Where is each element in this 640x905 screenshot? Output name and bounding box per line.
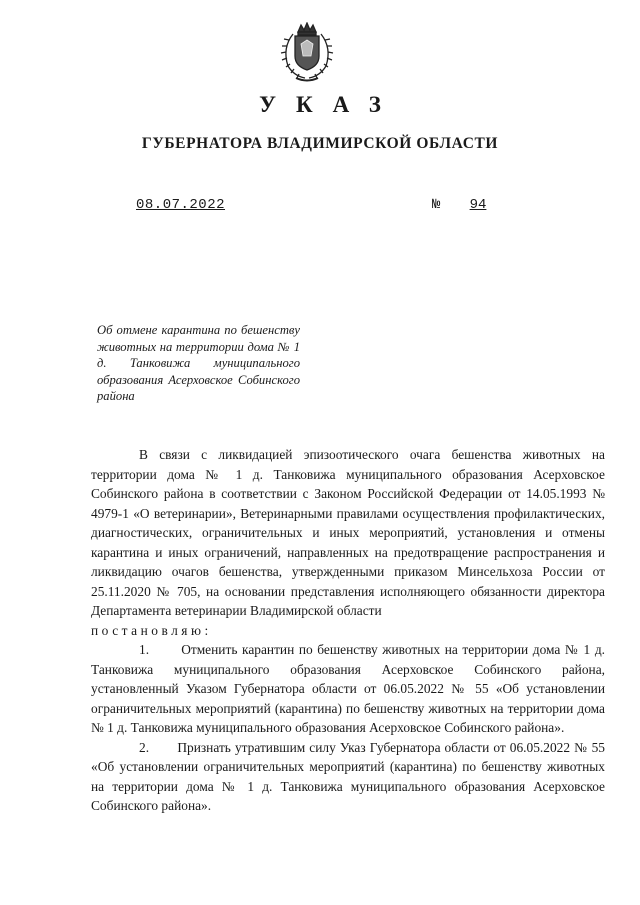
decree-number: 94 xyxy=(469,197,487,213)
decree-word: постановляю: xyxy=(91,622,212,638)
coat-of-arms-icon xyxy=(274,22,340,84)
number-sign: № xyxy=(432,197,441,213)
decree-item-2: 2. Признать утратившим силу Указ Губернатора области от 06.05.2022 № 55 «Об установлении ограничительных мероприятий (карантина) по бешенству животных на территории дома № 1 д. Танковижа муниципального образования Асерховское Собинского района». xyxy=(91,739,605,813)
decree-subject: Об отмене карантина по бешенству животных на территории дома № 1 д. Танковижа муниципального образования Асерховское Собинского района xyxy=(97,323,300,404)
decree-body xyxy=(91,445,605,816)
decree-item-1: 1. Отменить карантин по бешенству животных на территории дома № 1 д. Танковижа муниципального образования Асерховское Собинского района, установленный Указом Губернатора области от 06.05.2022 № 55 «Об установлении ограничительных мероприятий (карантина) по бешенству животных на территории дома № 1 д. Танковижа муниципального образования Асерховское Собинского района». xyxy=(91,642,605,735)
document-subtitle: ГУБЕРНАТОРА ВЛАДИМИРСКОЙ ОБЛАСТИ xyxy=(141,135,499,152)
document-title: УКАЗ xyxy=(259,92,401,117)
decree-date: 08.07.2022 xyxy=(136,197,226,213)
preamble-paragraph: В связи с ликвидацией эпизоотического очага бешенства животных на территории дома № 1 д. Танковижа муниципального образования Асерховское Собинского района в соответствии с Законом Российской Федерации от 14.05.1993 № 4979-1 «О ветеринарии», Ветеринарными правилами осуществления профилактических, диагностических, ограничительных и иных мероприятий, установления и отмены карантина и иных ограничений, направленных на предотвращение распространения и ликвидацию очагов бешенства, утвержденными приказом Минсельхоза России от 25.11.2020 № 705, на основании представления исполняющего обязанности директора Департамента ветеринарии Владимирской области xyxy=(91,447,605,618)
